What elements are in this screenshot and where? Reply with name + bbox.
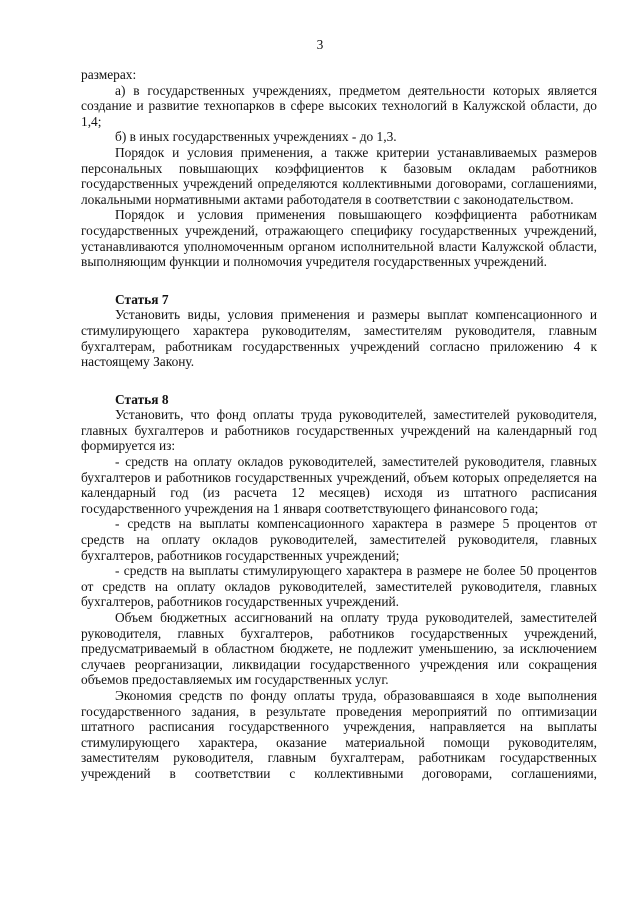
paragraph-coefficient: Порядок и условия применения повышающего коэффициента работникам государственных учреждений, отражающего специфику государственных учреждений, устанавливаются уполномоченным органом исполнительной власти Калужской области, выполняющим функции и полномочия учредителя государственных учреждений. — [81, 207, 597, 270]
article-8-heading: Статья 8 — [115, 391, 169, 407]
paragraph-item-a: а) в государственных учреждениях, предметом деятельности которых является создание и развитие технопарков в сфере высоких технологий в Калужской области, до 1,4; — [81, 82, 597, 129]
article-7-text: Установить виды, условия применения и размеры выплат компенсационного и стимулирующего характера руководителям, заместителям руководителя, главным бухгалтерам, работникам государственных учреждений согласно приложению 4 к настоящему Закону. — [81, 307, 597, 370]
paragraph-criteria: Порядок и условия применения, а также критерии устанавливаемых размеров персональных повышающих коэффициентов к базовым окладам работников государственных учреждений определяются коллективными договорами, соглашениями, локальными нормативными актами работодателя в соответствии с законодательством. — [81, 144, 597, 207]
section-spacer — [81, 370, 597, 392]
article-8-budget-paragraph: Объем бюджетных ассигнований на оплату труда руководителей, заместителей руководителя, главных бухгалтеров, работников государственных учреждений, предусматриваемый в областном бюджете, не подлежит уменьшению, за исключением случаев реорганизации, ликвидации государственного учреждения или сокращения объемов предоставляемых им государственных услуг. — [81, 610, 597, 688]
article-8-item-compensation: - средств на выплаты компенсационного характера в размере 5 процентов от средств на оплату окладов руководителей, заместителей руководителя, главных бухгалтеров, работников государственных учреждений; — [81, 516, 597, 563]
section-spacer — [81, 270, 597, 292]
paragraph-item-b: б) в иных государственных учреждениях - до 1,3. — [115, 129, 397, 145]
article-8-item-incentive: - средств на выплаты стимулирующего характера в размере не более 50 процентов от средств на оплату окладов руководителей, заместителей руководителя, главных бухгалтеров, работников государственных учреждений. — [81, 563, 597, 610]
page-number: 3 — [316, 37, 324, 52]
article-8-intro: Установить, что фонд оплаты труда руководителей, заместителей руководителя, главных бухгалтеров и работников государственных учреждений на календарный год формируется из: — [81, 407, 597, 454]
article-7-heading: Статья 7 — [115, 291, 169, 307]
article-8-savings-paragraph: Экономия средств по фонду оплаты труда, образовавшаяся в ходе выполнения государственного задания, в результате проведения мероприятий по оптимизации штатного расписания государственного учреждения, направляется на выплаты стимулирующего характера, оказание материальной помощи руководителям, заместителям руководителя, главным бухгалтерам, работникам государственных учреждений в соответствии с коллективными договорами, соглашениями, — [81, 687, 597, 781]
article-8-item-salaries: - средств на оплату окладов руководителей, заместителей руководителя, главных бухгалтеров и работников государственных учреждений, объем которых определяется на календарный год (из расчета 12 месяцев) исходя из штатного расписания государственного учреждения на 1 января соответствующего финансового года; — [81, 454, 597, 516]
paragraph-continuation: размерах: — [81, 67, 137, 82]
document-body — [81, 67, 597, 782]
